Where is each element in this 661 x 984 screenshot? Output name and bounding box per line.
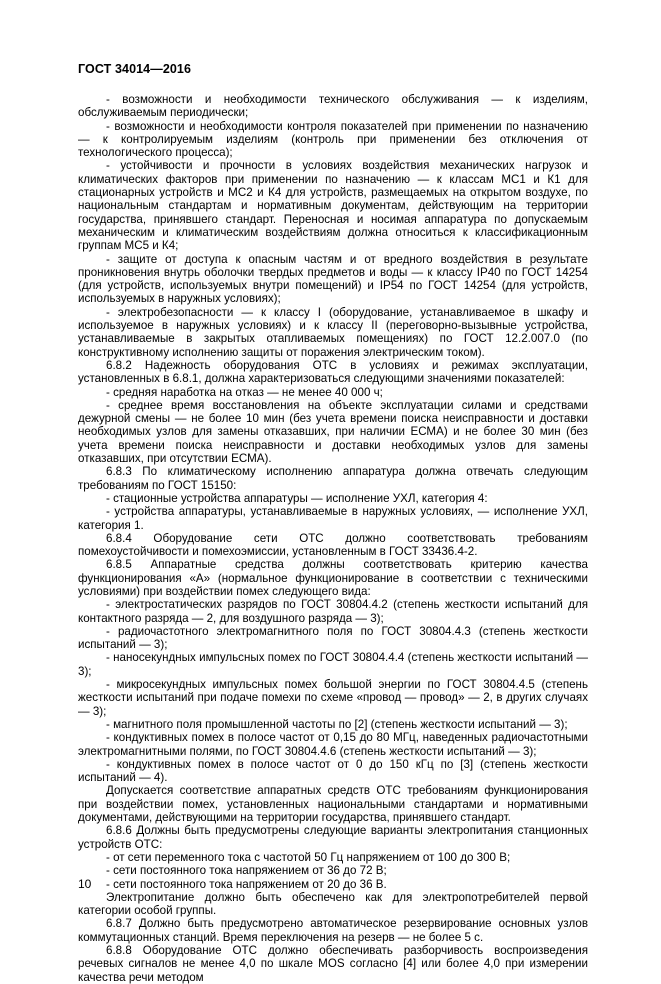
paragraph: - среднее время восстановления на объекте эксплуатации силами и средствами дежурной смены — не более 10 мин (без учета времени поиска неисправности и доставки необходимых узлов для замены отказавших, при наличии ЕСМА) и не более 30 мин (без учета времени поиска неисправности и доставки необходимых узлов для замены отказавших, при отсутствии ЕСМА). xyxy=(78,398,588,466)
paragraph: - возможности и необходимости контроля показателей при применении по назначению — к контролируемым изделиям (контроль при применении без отключения от технологического процесса); xyxy=(78,119,588,160)
paragraph: - электробезопасности — к классу I (оборудование, устанавливаемое в шкафу и используемое в наружных условиях) и к классу II (переговорно-вызывные устройства, устанавливаемые в закрытых отапливаемых помещениях) по ГОСТ 12.2.007.0 (по конструктивному исполнению защиты от поражения электрическим током). xyxy=(78,305,588,359)
paragraph: 6.8.2 Надежность оборудования ОТС в условиях и режимах эксплуатации, установленных в 6.8.1, должна характеризоваться следующими значениями показателей: xyxy=(78,358,588,386)
paragraph: - стационные устройства аппаратуры — исполнение УХЛ, категория 4: xyxy=(106,491,488,505)
paragraph: - возможности и необходимости технического обслуживания — к изделиям, обслуживаемым периодически; xyxy=(78,93,588,120)
document-body xyxy=(78,93,588,984)
paragraph: 6.8.3 По климатическому исполнению аппаратура должна отвечать следующим требованиям по ГОСТ 15150: xyxy=(78,465,588,492)
paragraph: - сети постоянного тока напряжением от 36 до 72 В; xyxy=(106,864,387,878)
paragraph: - электростатических разрядов по ГОСТ 30804.4.2 (степень жесткости испытаний для контактного разряда — 2, для воздушного разряда — 3); xyxy=(78,598,588,625)
paragraph: - радиочастотного электромагнитного поля по ГОСТ 30804.4.3 (степень жесткости испытаний — 3); xyxy=(78,624,588,652)
paragraph: 6.8.5 Аппаратные средства должны соответствовать критерию качества функционирования «А» (нормальное функционирование в соответствии с техническими условиями) при воздействии помех следующего вида: xyxy=(78,558,588,598)
paragraph: - защите от доступа к опасным частям и от вредного воздействия в результате проникновения внутрь оболочки твердых предметов и воды — к классу IP40 по ГОСТ 14254 (для устройств, используемых внутри помещений) и IP54 по ГОСТ 14254 (для устройств, используемых в наружных условиях); xyxy=(78,252,588,306)
paragraph: 6.8.7 Должно быть предусмотрено автоматическое резервирование основных узлов коммутационных станций. Время переключения на резерв — не более 5 с. xyxy=(78,917,588,944)
page-number: 10 xyxy=(78,877,92,891)
document-header: ГОСТ 34014—2016 xyxy=(78,62,192,76)
paragraph: - от сети переменного тока с частотой 50 Гц напряжением от 100 до 300 В; xyxy=(106,850,511,864)
paragraph: - кондуктивных помех в полосе частот от 0 до 150 кГц по [3] (степень жесткости испытаний — 4). xyxy=(78,757,588,785)
paragraph: - средняя наработка на отказ — не менее 40 000 ч; xyxy=(106,385,383,399)
paragraph: - наносекундных импульсных помех по ГОСТ 30804.4.4 (степень жесткости испытаний — 3); xyxy=(78,651,588,678)
paragraph: - микросекундных импульсных помех большой энергии по ГОСТ 30804.4.5 (степень жесткости испытаний при подаче помехи по схеме «провод — провод» — 2, в других случаях — 3); xyxy=(78,678,588,718)
paragraph: - устройства аппаратуры, устанавливаемые в наружных условиях, — исполнение УХЛ, категория 1. xyxy=(78,505,588,532)
paragraph: 6.8.8 Оборудование ОТС должно обеспечивать разборчивость воспроизведения речевых сигналов не менее 4,0 по шкале MOS согласно [4] или более 4,0 при измерении качества речи методом xyxy=(78,944,588,984)
paragraph: - магнитного поля промышленной частоты по [2] (степень жесткости испытаний — 3); xyxy=(106,717,568,731)
paragraph: 6.8.4 Оборудование сети ОТС должно соответствовать требованиям помехоустойчивости и помехоэмиссии, установленным в ГОСТ 33436.4-2. xyxy=(78,531,588,559)
paragraph: - сети постоянного тока напряжением от 20 до 36 В. xyxy=(106,877,387,891)
paragraph: 6.8.6 Должны быть предусмотрены следующие варианты электропитания станционных устройств ОТС: xyxy=(78,824,588,851)
paragraph: Допускается соответствие аппаратных средств ОТС требованиям функционирования при воздействии помех, установленных национальными стандартами и нормативными документами, действующими на территории государства, принявшего стандарт. xyxy=(78,784,588,825)
paragraph: - кондуктивных помех в полосе частот от 0,15 до 80 МГц, наведенных радиочастотными электромагнитными полями, по ГОСТ 30804.4.6 (степень жесткости испытаний — 3); xyxy=(78,731,588,758)
paragraph: Электропитание должно быть обеспечено как для электропотребителей первой категории особой группы. xyxy=(78,890,588,918)
paragraph: - устойчивости и прочности в условиях воздействия механических нагрузок и климатических факторов при применении по назначению — к классам МС1 и К1 для стационарных устройств и МС2 и К4 для устройств, размещаемых на открытом воздухе, по национальным стандартам и нормативным документам, действующим на территории государства, принявшего стандарт. Переносная и носимая аппаратура по допускаемым механическим и климатическим воздействиям должна относиться к классификационным группам МС5 и К4; xyxy=(78,159,588,253)
